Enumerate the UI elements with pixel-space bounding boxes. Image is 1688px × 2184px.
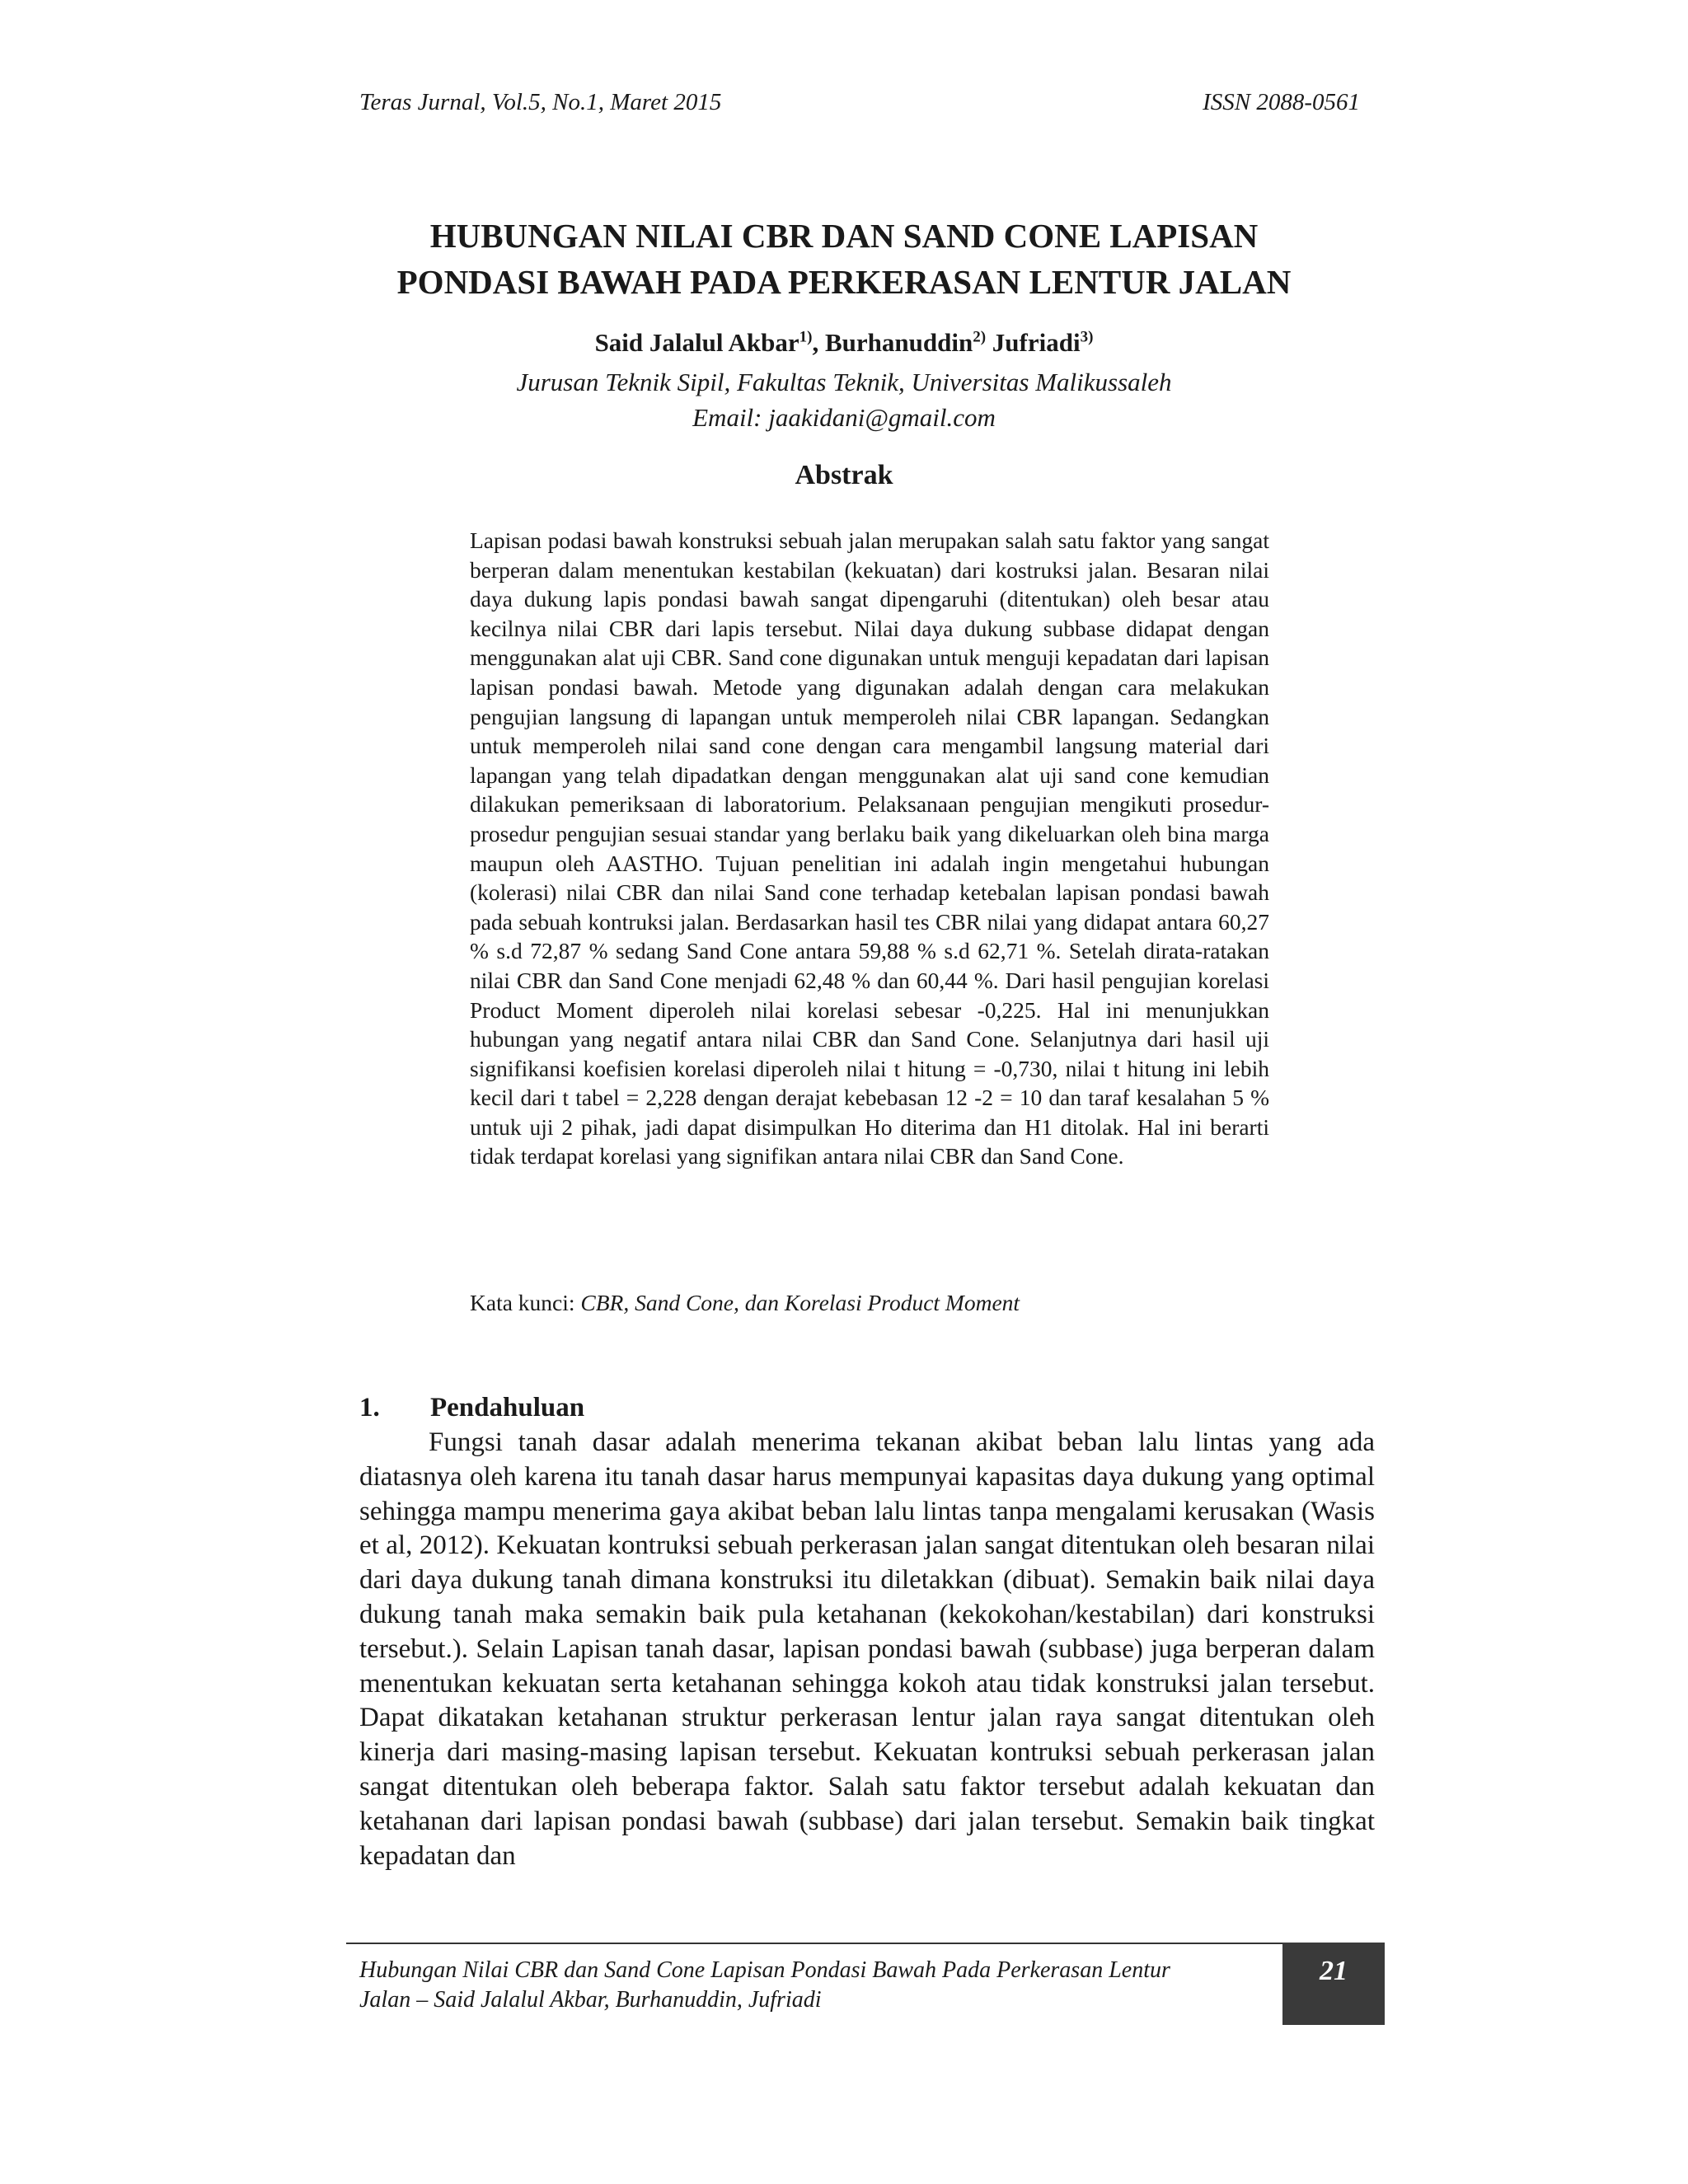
section-title: Pendahuluan	[430, 1393, 585, 1422]
page-number: 21	[1320, 1956, 1348, 1986]
affiliation: Jurusan Teknik Sipil, Fakultas Teknik, Universitas Malikussaleh	[516, 368, 1172, 396]
section-body-text: Fungsi tanah dasar adalah menerima tekanan akibat beban lalu lintas yang ada diatasnya oleh karena itu tanah dasar harus mempunyai kapasitas daya dukung yang optimal sehingga mampu menerima gaya akibat beban lalu lintas tanpa mengalami kerusakan (Wasis et al, 2012). Kekuatan kontruksi sebuah perkerasan jalan sangat ditentukan oleh besaran nilai dari daya dukung tanah dimana konstruksi itu diletakkan (dibuat). Semakin baik nilai daya dukung tanah maka semakin baik pula ketahanan (kekokohan/kestabilan) dari konstruksi tersebut.). Selain Lapisan tanah dasar, lapisan pondasi bawah (subbase) juga berperan dalam menentukan kekuatan serta ketahanan sehingga kokoh atau tidak konstruksi jalan tersebut. Dapat dikatakan ketahanan struktur perkerasan lentur jalan raya sangat ditentukan oleh kinerja dari masing-masing lapisan tersebut. Kekuatan kontruksi sebuah perkerasan jalan sangat ditentukan oleh beberapa faktor. Salah satu faktor tersebut adalah kekuatan dan ketahanan dari lapisan pondasi bawah (subbase) dari jalan tersebut. Semakin baik tingkat kepadatan dan	[359, 1427, 1375, 1871]
footer-divider	[346, 1943, 1385, 1944]
abstract-heading: Abstrak	[795, 460, 893, 490]
paper-title	[247, 213, 1441, 305]
journal-citation: Teras Jurnal, Vol.5, No.1, Maret 2015	[359, 89, 722, 115]
issn: ISSN 2088-0561	[1203, 89, 1360, 115]
title-line-2: PONDASI BAWAH PADA PERKERASAN LENTUR JALAN	[396, 263, 1292, 301]
section-heading	[359, 1393, 584, 1423]
author-list: Said Jalalul Akbar$^{1)}$, Burhanuddin$^{2)}$ Jufriadi$^{3)}$	[594, 328, 1094, 357]
keywords-label: Kata kunci:	[470, 1290, 581, 1315]
author-name: Said Jalalul Akbar	[594, 328, 799, 357]
author-name: Jufriadi	[992, 328, 1081, 357]
footer-line-2: Jalan – Said Jalalul Akbar, Burhanuddin, Jufriadi	[359, 1987, 822, 2013]
author-mark: 1)	[799, 328, 813, 346]
running-footer	[359, 1956, 1266, 2015]
page-number-box	[1282, 1943, 1385, 2025]
footer-line-1: Hubungan Nilai CBR dan Sand Cone Lapisan Pondasi Bawah Pada Perkerasan Lentur	[359, 1957, 1170, 1983]
abstract-text: Lapisan podasi bawah konstruksi sebuah jalan merupakan salah satu faktor yang sangat berperan dalam menentukan kestabilan (kekuatan) dari kostruksi jalan. Besaran nilai daya dukung lapis pondasi bawah sangat dipengaruhi (ditentukan) oleh besar atau kecilnya nilai CBR dari lapis tersebut. Nilai daya dukung subbase didapat dengan menggunakan alat uji CBR. Sand cone digunakan untuk menguji kepadatan dari lapisan lapisan pondasi bawah. Metode yang digunakan adalah dengan cara melakukan pengujian langsung di lapangan untuk memperoleh nilai CBR lapangan. Sedangkan untuk memperoleh nilai sand cone dengan cara mengambil langsung material dari lapangan yang telah dipadatkan dengan menggunakan alat uji sand cone kemudian dilakukan pemeriksaan di laboratorium. Pelaksanaan pengujian mengikuti prosedur-prosedur pengujian sesuai standar yang berlaku baik yang dikeluarkan oleh bina marga maupun oleh AASTHO. Tujuan penelitian ini adalah ingin mengetahui hubungan (kolerasi) nilai CBR dan nilai Sand cone terhadap ketebalan lapisan pondasi bawah pada sebuah kontruksi jalan. Berdasarkan hasil tes CBR nilai yang didapat antara 60,27 % s.d 72,87 % sedang Sand Cone antara 59,88 % s.d 62,71 %. Setelah dirata-ratakan nilai CBR dan Sand Cone menjadi 62,48 % dan 60,44 %. Dari hasil pengujian korelasi Product Moment diperoleh nilai korelasi sebesar -0,225. Hal ini menunjukkan hubungan yang negatif antara nilai CBR dan Sand Cone. Selanjutnya dari hasil uji signifikansi koefisien korelasi diperoleh nilai t hitung = -0,730, nilai t hitung ini lebih kecil dari t tabel = 2,228 dengan derajat kebebasan 12 -2 = 10 dan taraf kesalahan 5 % untuk uji 2 pihak, jadi dapat disimpulkan Ho diterima dan H1 ditolak. Hal ini berarti tidak terdapat korelasi yang signifikan antara nilai CBR dan Sand Cone.	[470, 527, 1269, 1169]
author-name: Burhanuddin	[824, 328, 973, 357]
author-mark: 3)	[1080, 328, 1094, 346]
author-mark: 2)	[973, 328, 987, 346]
section-number: 1.	[359, 1393, 380, 1422]
keywords	[470, 1290, 1269, 1316]
running-header	[359, 89, 1360, 125]
affiliation-block	[247, 364, 1441, 435]
author-email: Email: jaakidani@gmail.com	[692, 403, 996, 432]
keywords-value: CBR, Sand Cone, dan Korelasi Product Moment	[580, 1290, 1020, 1315]
title-line-1: HUBUNGAN NILAI CBR DAN SAND CONE LAPISAN	[429, 217, 1259, 255]
